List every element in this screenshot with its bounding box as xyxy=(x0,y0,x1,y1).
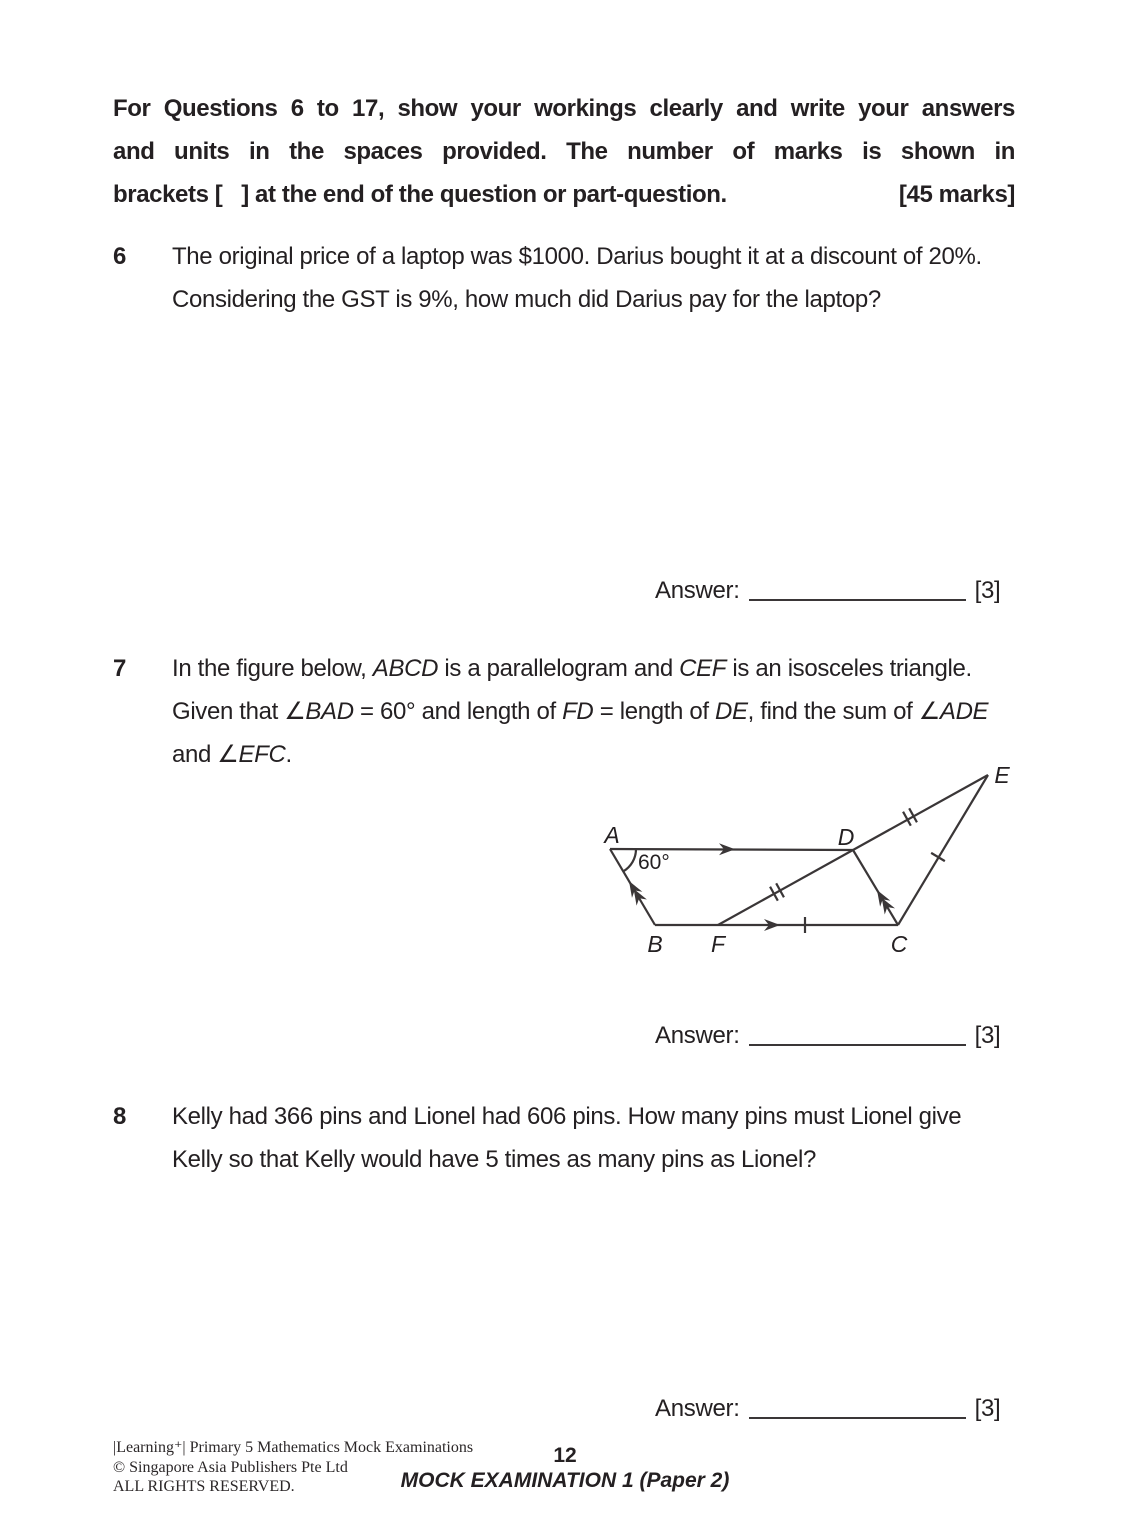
question-6-line-1: The original price of a laptop was $1000. Darius bought it at a discount of 20%. xyxy=(172,243,982,270)
marks-badge: [3] xyxy=(974,577,1001,604)
vertex-label-C: C xyxy=(890,931,908,957)
vertex-label-E: E xyxy=(994,762,1010,788)
question-8-number: 8 xyxy=(113,1103,127,1130)
instructions-line-3-text: brackets [ ] at the end of the question or part-question. xyxy=(113,181,727,208)
exam-title: MOCK EXAMINATION 1 (Paper 2) xyxy=(400,1469,730,1492)
answer-blank-line xyxy=(749,1043,966,1046)
imprint-line-3: ALL RIGHTS RESERVED. xyxy=(113,1478,295,1495)
question-7-line-2: Given that ∠BAD = 60° and length of FD = length of DE, find the sum of ∠ADE xyxy=(172,698,989,725)
instructions-block xyxy=(113,87,1015,216)
question-8-line-2: Kelly so that Kelly would have 5 times as many pins as Lionel? xyxy=(172,1146,816,1173)
instructions-line-3 xyxy=(113,173,1015,216)
answer-label: Answer: xyxy=(655,577,740,604)
double-tick-DE xyxy=(903,808,917,825)
instructions-line-1: For Questions 6 to 17, show your workings clearly and write your answers xyxy=(113,95,1015,122)
marks-badge: [3] xyxy=(974,1395,1001,1422)
question-6-number: 6 xyxy=(113,243,127,270)
answer-blank-line xyxy=(749,1416,966,1419)
question-7-number: 7 xyxy=(113,655,127,682)
question-7-answer-row xyxy=(655,1020,1000,1050)
question-8-answer-row xyxy=(655,1393,1000,1423)
footer-center xyxy=(400,1444,730,1494)
answer-label: Answer: xyxy=(655,1395,740,1422)
imprint-line-1: |Learning⁺| Primary 5 Mathematics Mock Examinations xyxy=(113,1439,474,1456)
question-8-text xyxy=(172,1095,1052,1181)
answer-blank-line xyxy=(749,598,966,601)
double-arrow-AB xyxy=(624,878,647,906)
instructions-line-2: and units in the spaces provided. The number of marks is shown in xyxy=(113,138,1015,165)
vertex-label-B: B xyxy=(647,931,663,957)
vertex-label-F: F xyxy=(710,931,726,957)
page-number: 12 xyxy=(553,1444,577,1467)
imprint-line-2: © Singapore Asia Publishers Pte Ltd xyxy=(113,1458,348,1476)
question-7-line-1: In the figure below, ABCD is a parallelogram and CEF is an isosceles triangle. xyxy=(172,655,972,682)
double-arrow-DC xyxy=(872,887,895,915)
angle-label-60: 60° xyxy=(638,851,670,874)
line-DC xyxy=(853,850,898,925)
vertex-label-D: D xyxy=(837,824,855,850)
vertex-label-A: A xyxy=(604,822,620,848)
line-CE xyxy=(898,775,988,925)
question-6-line-2: Considering the GST is 9%, how much did Darius pay for the laptop? xyxy=(172,286,881,313)
angle-arc xyxy=(623,849,636,871)
question-7-line-3: and ∠EFC. xyxy=(172,741,292,768)
question-6-text xyxy=(172,235,1052,321)
q7-parallelogram-figure xyxy=(588,753,1028,968)
figure-tick-marks xyxy=(770,808,945,933)
marks-badge: [3] xyxy=(974,1022,1001,1049)
question-8-line-1: Kelly had 366 pins and Lionel had 606 pins. How many pins must Lionel give xyxy=(172,1103,962,1130)
question-6-answer-row xyxy=(655,575,1000,605)
figure-edges xyxy=(610,775,988,925)
total-marks: [45 marks] xyxy=(898,181,1015,208)
answer-label: Answer: xyxy=(655,1022,740,1049)
